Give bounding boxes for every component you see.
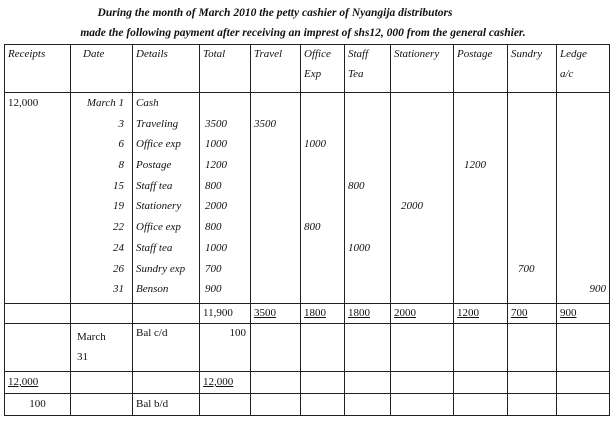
bal-cd-details: Bal c/d — [133, 324, 200, 372]
totals-postage: 1200 — [454, 304, 508, 324]
entry-postage-1 — [464, 93, 504, 114]
col-stationery: Stationery — [391, 45, 454, 93]
heading-line-1: During the month of March 2010 the petty cashier of Nyangija distributors — [97, 7, 453, 19]
balance-cd-row — [5, 324, 610, 372]
bal-cd-receipts — [5, 324, 71, 372]
entry-date-5: 15 — [113, 179, 124, 192]
entry-details-3: Office exp — [136, 138, 181, 151]
cell-stationery — [391, 93, 454, 304]
entry-sundry-8 — [518, 238, 553, 259]
entry-date-8: 24 — [113, 241, 124, 254]
entry-details-7: Office exp — [136, 221, 181, 234]
entry-office-10 — [304, 279, 341, 300]
entry-date-3: 6 — [118, 138, 124, 151]
entry-stationery-6: 2000 — [401, 200, 423, 213]
entry-travel-8 — [254, 238, 297, 259]
entry-travel-10 — [254, 279, 297, 300]
entry-ledger-4 — [560, 155, 606, 176]
entry-ledger-1 — [560, 93, 606, 114]
col-total: Total — [200, 45, 251, 93]
entry-total-10: 900 — [205, 283, 222, 296]
entry-total-1 — [205, 93, 247, 114]
totals-office: 1800 — [301, 304, 345, 324]
entry-receipts-5 — [8, 176, 67, 197]
entry-receipts-1: 12,000 — [8, 97, 39, 109]
entry-staff-8: 1000 — [348, 241, 370, 254]
entry-travel-5 — [254, 176, 297, 197]
grand-total-receipts: 12,000 — [5, 372, 71, 394]
entry-postage-10 — [464, 279, 504, 300]
entry-office-9 — [304, 259, 341, 280]
totals-ledger: 900 — [557, 304, 610, 324]
cell-travel — [251, 93, 301, 304]
entry-ledger-2 — [560, 114, 606, 135]
entry-postage-2 — [464, 114, 504, 135]
entry-details-4: Postage — [136, 159, 172, 172]
cell-sundry — [508, 93, 557, 304]
cell-ledger — [557, 93, 610, 304]
entry-stationery-9 — [401, 259, 450, 280]
entry-details-9: Sundry exp — [136, 262, 186, 275]
entry-receipts-7 — [8, 217, 67, 238]
grand-total-total: 12,000 — [200, 372, 251, 394]
entry-date-2: 3 — [118, 117, 124, 130]
balance-bd-row — [5, 394, 610, 416]
entry-receipts-9 — [8, 259, 67, 280]
bal-bd-receipts: 100 — [5, 394, 71, 416]
entry-date-9: 26 — [113, 262, 124, 275]
cell-total — [200, 93, 251, 304]
header-row — [5, 45, 610, 93]
entry-office-5 — [304, 176, 341, 197]
entry-office-4 — [304, 155, 341, 176]
entry-postage-6 — [464, 196, 504, 217]
cell-postage — [454, 93, 508, 304]
entry-travel-1 — [254, 93, 297, 114]
petty-cash-book-table — [4, 44, 610, 416]
entry-details-1: Cash — [136, 97, 159, 109]
entry-total-7: 800 — [205, 221, 222, 234]
entry-ledger-3 — [560, 134, 606, 155]
grand-totals-row — [5, 372, 610, 394]
col-postage: Postage — [454, 45, 508, 93]
entry-sundry-7 — [518, 217, 553, 238]
totals-travel: 3500 — [251, 304, 301, 324]
entry-postage-8 — [464, 238, 504, 259]
entry-office-1 — [304, 93, 341, 114]
entry-total-2: 3500 — [205, 117, 227, 130]
entry-postage-7 — [464, 217, 504, 238]
entry-stationery-8 — [401, 238, 450, 259]
entry-ledger-8 — [560, 238, 606, 259]
entry-sundry-9: 700 — [518, 262, 535, 275]
totals-details — [133, 304, 200, 324]
entry-travel-6 — [254, 196, 297, 217]
entry-date-1: March 1 — [86, 97, 124, 109]
entry-stationery-2 — [401, 114, 450, 135]
entry-sundry-10 — [518, 279, 553, 300]
totals-sundry: 700 — [508, 304, 557, 324]
totals-date — [71, 304, 133, 324]
entry-ledger-6 — [560, 196, 606, 217]
cell-receipts — [5, 93, 71, 304]
cell-details — [133, 93, 200, 304]
entry-office-2 — [304, 114, 341, 135]
entry-sundry-6 — [518, 196, 553, 217]
col-travel: Travel — [251, 45, 301, 93]
entry-receipts-4 — [8, 155, 67, 176]
entry-sundry-5 — [518, 176, 553, 197]
entry-staff-6 — [348, 196, 387, 217]
totals-staff: 1800 — [345, 304, 391, 324]
col-receipts: Receipts — [5, 45, 71, 93]
entry-staff-2 — [348, 114, 387, 135]
entry-total-6: 2000 — [205, 200, 227, 213]
entry-receipts-8 — [8, 238, 67, 259]
entry-travel-7 — [254, 217, 297, 238]
entry-ledger-9 — [560, 259, 606, 280]
entry-details-2: Traveling — [136, 117, 179, 130]
entry-date-6: 19 — [113, 200, 124, 213]
col-office-exp: Office Exp — [301, 45, 345, 93]
bal-cd-total: 100 — [200, 324, 251, 372]
entry-stationery-10 — [401, 279, 450, 300]
entry-sundry-3 — [518, 134, 553, 155]
col-sundry: Sundry — [508, 45, 557, 93]
entry-postage-9 — [464, 259, 504, 280]
entry-travel-3 — [254, 134, 297, 155]
totals-stationery: 2000 — [391, 304, 454, 324]
entry-ledger-10: 900 — [589, 283, 606, 296]
entry-ledger-7 — [560, 217, 606, 238]
entry-date-4: 8 — [118, 159, 124, 172]
entry-stationery-7 — [401, 217, 450, 238]
entry-details-10: Benson — [136, 283, 169, 296]
entry-total-4: 1200 — [205, 159, 227, 172]
bal-cd-date: March 31 — [71, 324, 133, 372]
cell-date — [71, 93, 133, 304]
entry-staff-4 — [348, 155, 387, 176]
entry-stationery-3 — [401, 134, 450, 155]
entry-details-8: Staff tea — [136, 241, 173, 254]
entry-staff-9 — [348, 259, 387, 280]
heading-line-2: made the following payment after receiving an imprest of shs12, 000 from the general cashier. — [80, 27, 526, 39]
entry-sundry-2 — [518, 114, 553, 135]
entry-travel-2: 3500 — [254, 117, 276, 130]
entry-ledger-5 — [560, 176, 606, 197]
entry-receipts-10 — [8, 279, 67, 300]
col-ledger: Ledge a/c — [557, 45, 610, 93]
totals-row — [5, 304, 610, 324]
entry-receipts-6 — [8, 196, 67, 217]
entry-sundry-1 — [518, 93, 553, 114]
entry-total-8: 1000 — [205, 241, 227, 254]
entry-details-6: Stationery — [136, 200, 182, 213]
bal-bd-details: Bal b/d — [133, 394, 200, 416]
entry-staff-5: 800 — [348, 179, 365, 192]
entry-stationery-1 — [401, 93, 450, 114]
col-details: Details — [133, 45, 200, 93]
entry-office-3: 1000 — [304, 138, 326, 151]
entry-sundry-4 — [518, 155, 553, 176]
entry-total-9: 700 — [205, 262, 222, 275]
entry-staff-7 — [348, 217, 387, 238]
entry-postage-3 — [464, 134, 504, 155]
entry-office-6 — [304, 196, 341, 217]
entry-staff-10 — [348, 279, 387, 300]
entry-staff-3 — [348, 134, 387, 155]
entry-travel-9 — [254, 259, 297, 280]
entry-receipts-2 — [8, 114, 67, 135]
entry-stationery-4 — [401, 155, 450, 176]
entry-details-5: Staff tea — [136, 179, 173, 192]
col-date: Date — [71, 45, 133, 93]
entry-travel-4 — [254, 155, 297, 176]
entry-total-5: 800 — [205, 179, 222, 192]
cell-office — [301, 93, 345, 304]
entry-postage-5 — [464, 176, 504, 197]
entries-row — [5, 93, 610, 304]
col-staff-tea: Staff Tea — [345, 45, 391, 93]
entry-date-7: 22 — [113, 221, 124, 234]
entry-total-3: 1000 — [205, 138, 227, 151]
entry-office-7: 800 — [304, 221, 321, 234]
entry-postage-4: 1200 — [464, 159, 486, 172]
totals-receipts — [5, 304, 71, 324]
entry-office-8 — [304, 238, 341, 259]
entry-staff-1 — [348, 93, 387, 114]
entry-stationery-5 — [401, 176, 450, 197]
entry-date-10: 31 — [113, 283, 124, 296]
entry-receipts-3 — [8, 134, 67, 155]
cell-staff — [345, 93, 391, 304]
totals-total: 11,900 — [200, 304, 251, 324]
